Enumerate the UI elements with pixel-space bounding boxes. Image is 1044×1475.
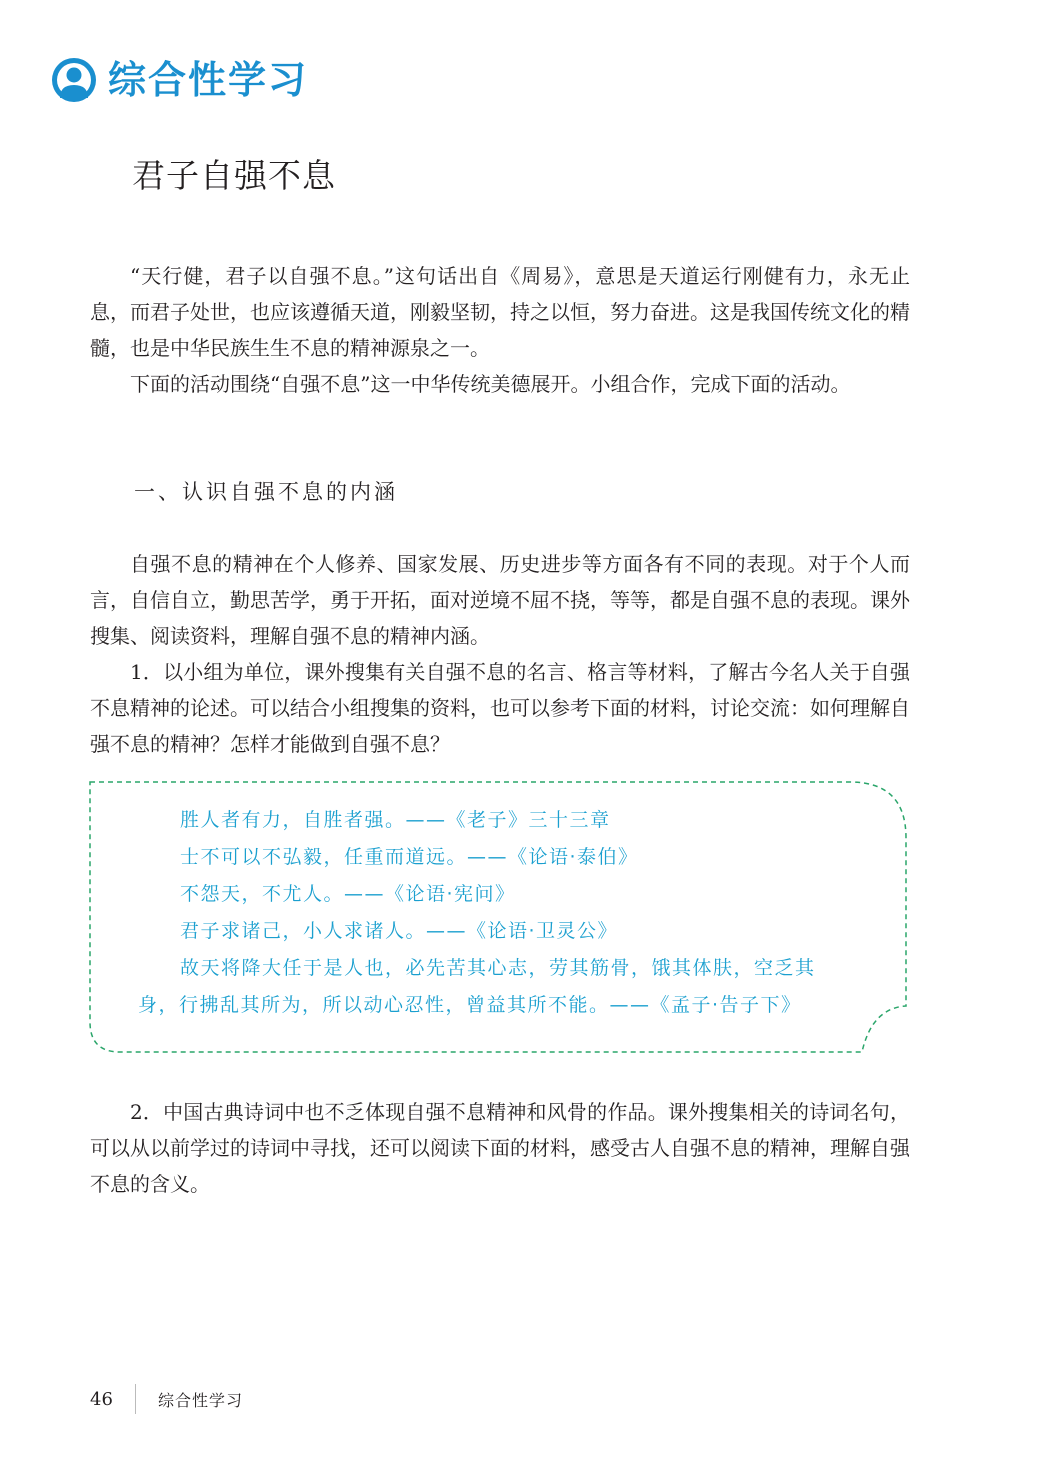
intro-paragraph-1: “天行健，君子以自强不息。”这句话出自《周易》，意思是天道运行刚健有力，永无止息，而君子处世，也应该遵循天道，刚毅坚韧，持之以恒，努力奋进。这是我国传统文化的精髓，也是中华民族生生不息的精神源泉之一。 bbox=[90, 264, 910, 360]
quote-line: 故天将降大任于是人也，必先苦其心志，劳其筋骨，饿其体肤，空乏其 bbox=[180, 957, 816, 979]
task-1: 1．以小组为单位，课外搜集有关自强不息的名言、格言等材料，了解古今名人关于自强不息精神的论述。可以结合小组搜集的资料，也可以参考下面的材料，讨论交流：如何理解自强不息的精神？怎样才能做到自强不息？ bbox=[90, 660, 910, 756]
section-heading: 一、认识自强不息的内涵 bbox=[134, 480, 398, 504]
quote-line: 不怨天，不尤人。——《论语·宪问》 bbox=[180, 883, 516, 905]
intro-paragraph-2: 下面的活动围绕“自强不息”这一中华传统美德展开。小组合作，完成下面的活动。 bbox=[130, 372, 851, 396]
person-icon bbox=[50, 56, 98, 104]
quote-list bbox=[88, 802, 868, 1024]
footer-divider bbox=[135, 1384, 136, 1414]
chapter-title: 综合性学习 bbox=[108, 58, 309, 102]
quote-line: 君子求诸己，小人求诸人。——《论语·卫灵公》 bbox=[180, 920, 619, 942]
page-footer bbox=[90, 1386, 243, 1412]
quote-line: 胜人者有力，自胜者强。——《老子》三十三章 bbox=[180, 809, 611, 831]
page-number: 46 bbox=[90, 1388, 113, 1410]
quote-box bbox=[88, 780, 908, 1056]
footer-section-label: 综合性学习 bbox=[158, 1390, 244, 1410]
quote-line: 士不可以不弘毅，任重而道远。——《论语·泰伯》 bbox=[180, 846, 639, 868]
quote-line: 身，行拂乱其所为，所以动心忍性，曾益其所不能。——《孟子·告子下》 bbox=[138, 994, 802, 1016]
section-paragraph: 自强不息的精神在个人修养、国家发展、历史进步等方面各有不同的表现。对于个人而言，自信自立，勤思苦学，勇于开拓，面对逆境不屈不挠，等等，都是自强不息的表现。课外搜集、阅读资料，理解自强不息的精神内涵。 bbox=[90, 552, 910, 648]
task-2: 2．中国古典诗词中也不乏体现自强不息精神和风骨的作品。课外搜集相关的诗词名句，可以从以前学过的诗词中寻找，还可以阅读下面的材料，感受古人自强不息的精神，理解自强不息的含义。 bbox=[90, 1100, 910, 1196]
chapter-header bbox=[50, 54, 308, 106]
lesson-title: 君子自强不息 bbox=[132, 156, 336, 195]
